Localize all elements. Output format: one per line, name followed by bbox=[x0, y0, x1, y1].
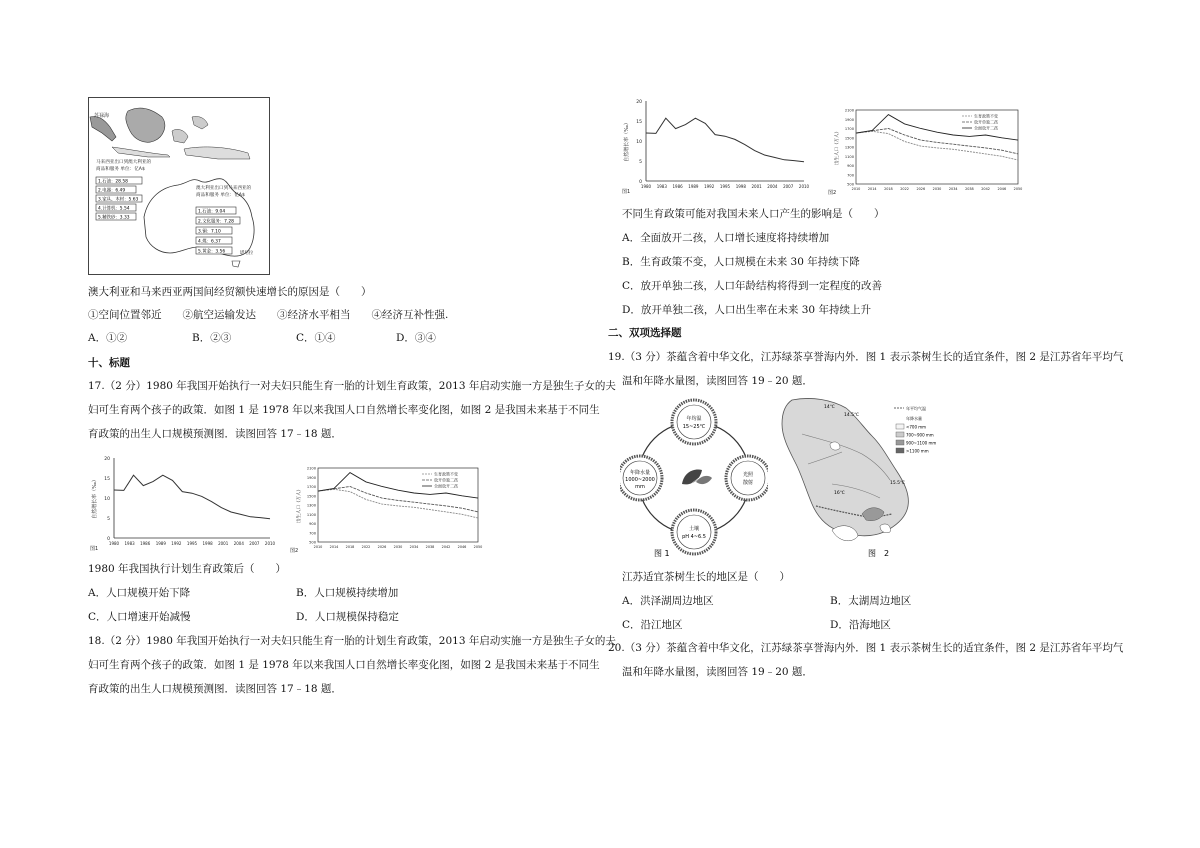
q16-option-b: B．②③ bbox=[192, 332, 232, 344]
box2-item: 1.石油：9.04 bbox=[198, 209, 226, 215]
tea-conditions-diagram bbox=[620, 398, 768, 558]
q16-statements: ①空间位置邻近 ②航空运输发达 ③经济水平相当 ④经济互补性强. bbox=[88, 309, 449, 321]
box1-items bbox=[96, 177, 142, 221]
x-tick-label: 1992 bbox=[171, 541, 182, 546]
y-tick-label: 2100 bbox=[306, 466, 316, 471]
y-tick-label: 0 bbox=[107, 537, 110, 542]
cond-top-label: 年均温 bbox=[686, 416, 702, 422]
q16-option-c: C．①④ bbox=[296, 332, 336, 344]
chart-growth-rate-left bbox=[88, 452, 278, 552]
x-tick-label: 1995 bbox=[719, 184, 731, 189]
q17-option-c: C．人口增速开始减慢 bbox=[88, 611, 191, 623]
legend-item: 年降水量 bbox=[906, 416, 922, 421]
y-tick-label: 1100 bbox=[844, 154, 854, 159]
y-tick-label: 1900 bbox=[844, 117, 854, 122]
x-tick-label: 2004 bbox=[233, 541, 244, 546]
x-tick-label: 2034 bbox=[409, 545, 419, 549]
q17-text-line2: 妇可生育两个孩子的政策．如图 1 是 1978 年以来我国人口自然增长率变化图，如图 2 是我国未来基于不同生 bbox=[88, 404, 600, 416]
x-tick-label: 2046 bbox=[997, 187, 1007, 191]
x-tick-label: 2014 bbox=[329, 545, 339, 549]
q18-option-d: D．放开单独二孩，人口出生率在未来 30 年持续上升 bbox=[622, 304, 871, 316]
y-axis-label: 自然增长率（‰） bbox=[624, 120, 630, 162]
x-tick-label: 2010 bbox=[313, 545, 323, 549]
x-tick-label: 2026 bbox=[916, 187, 926, 191]
chart-births-left bbox=[288, 462, 484, 554]
box1-item: 5.精铁砂：3.33 bbox=[98, 215, 130, 221]
chart-births-right bbox=[826, 104, 1024, 196]
fig1-label: 图 1 bbox=[654, 549, 670, 558]
legend-label: 放开单独二孩 bbox=[434, 477, 458, 483]
x-tick-label: 2022 bbox=[361, 545, 371, 549]
y-tick-label: 5 bbox=[107, 517, 110, 522]
box2-item: 4.煤：6.37 bbox=[198, 239, 221, 245]
x-tick-label: 2004 bbox=[767, 184, 778, 189]
q17-option-d: D．人口规模保持稳定 bbox=[296, 611, 399, 623]
y-tick-label: 1500 bbox=[306, 494, 316, 499]
x-tick-label: 1995 bbox=[186, 541, 198, 546]
x-tick-label: 1980 bbox=[108, 541, 120, 546]
x-tick-label: 2042 bbox=[441, 545, 451, 549]
x-tick-label: 2050 bbox=[473, 545, 483, 549]
y-tick-label: 700 bbox=[309, 531, 316, 536]
cond-right-value: 散射 bbox=[742, 480, 754, 486]
x-tick-label: 1983 bbox=[124, 541, 135, 546]
x-tick-label: 1989 bbox=[155, 541, 166, 546]
box1-item: 1.石油：28.58 bbox=[98, 179, 128, 185]
x-tick-label: 1992 bbox=[704, 184, 715, 189]
x-tick-label: 2018 bbox=[884, 187, 893, 191]
y-tick-label: 1700 bbox=[844, 127, 854, 131]
box2-item: 3.铜：7.10 bbox=[198, 229, 221, 235]
x-tick-label: 2007 bbox=[783, 184, 794, 189]
q20-text-line1: 20.（3 分）茶蕴含着中华文化，江苏绿茶享誉海内外．图 1 表示茶树生长的适宜条件，图 2 是江苏省年平均气 bbox=[608, 642, 1124, 654]
q16-option-a: A．①② bbox=[88, 332, 128, 344]
tea-leaf-icon bbox=[682, 470, 712, 486]
series-line bbox=[318, 489, 478, 518]
y-tick-label: 2100 bbox=[844, 108, 854, 113]
y-tick-label: 0 bbox=[639, 180, 642, 185]
y-tick-label: 700 bbox=[847, 173, 854, 178]
q16-stem: 澳大利亚和马来西亚两国间经贸额快速增长的原因是（ ） bbox=[88, 286, 372, 298]
cond-bottom-label: 土壤 bbox=[688, 526, 700, 532]
y-tick-label: 1300 bbox=[306, 503, 316, 508]
cond-left-value: 1000~2000 bbox=[625, 477, 655, 483]
legend-label: 全面放开二孩 bbox=[974, 125, 998, 131]
legend-item: 700~900 mm bbox=[906, 432, 934, 438]
box2-item: 5.黄金：3.56 bbox=[198, 249, 226, 255]
cond-left-label: 年降水量 bbox=[629, 470, 651, 476]
place-label: 堪培拉 bbox=[240, 251, 254, 256]
trade-map-figure bbox=[88, 97, 270, 275]
x-tick-label: 2018 bbox=[345, 545, 355, 549]
y-tick-label: 10 bbox=[636, 140, 642, 145]
map-temp-3: 15.5℃ bbox=[890, 481, 906, 486]
q19-option-c: C．沿江地区 bbox=[622, 619, 683, 631]
x-tick-label: 2034 bbox=[948, 187, 958, 191]
q17-option-b: B．人口规模持续增加 bbox=[296, 587, 399, 599]
sea-label: 苏禄海 bbox=[94, 113, 110, 119]
x-tick-label: 2010 bbox=[851, 187, 861, 191]
q17-text-line1: 17.（2 分）1980 年我国开始执行一对夫妇只能生育一胎的计划生育政策，2013 年启动实施一方是独生子女的夫 bbox=[88, 380, 616, 392]
q18-text-line3: 育政策的出生人口规模预测图．读图回答 17﹣18 题． bbox=[88, 683, 342, 695]
x-tick-label: 1998 bbox=[202, 541, 213, 546]
x-tick-label: 1998 bbox=[735, 184, 746, 189]
cond-left-unit: mm bbox=[635, 484, 645, 490]
q18-stem: 不同生育政策可能对我国未来人口产生的影响是（ ） bbox=[622, 208, 885, 220]
jiangsu-map-svg bbox=[772, 394, 940, 560]
growth-rate-series-line bbox=[114, 475, 270, 519]
q16-option-d: D．③④ bbox=[396, 332, 436, 344]
y-tick-label: 1500 bbox=[844, 136, 854, 141]
x-tick-label: 2042 bbox=[981, 187, 990, 191]
x-tick-label: 2007 bbox=[249, 541, 260, 546]
q17-stem: 1980 年我国执行计划生育政策后（ ） bbox=[88, 563, 287, 575]
legend-label: 生育政策不变 bbox=[974, 113, 998, 119]
x-tick-label: 2026 bbox=[377, 545, 387, 549]
q19-option-d: D．沿海地区 bbox=[830, 619, 891, 631]
x-tick-label: 1986 bbox=[140, 541, 151, 546]
section-heading-two: 二、双项选择题 bbox=[608, 327, 682, 339]
fig-label: 图2 bbox=[290, 548, 299, 554]
y-axis-label: 自然增长率（‰） bbox=[92, 477, 98, 519]
map-legend bbox=[894, 405, 936, 454]
y-tick-label: 1700 bbox=[306, 485, 316, 489]
x-tick-label: 2014 bbox=[867, 187, 877, 191]
x-tick-label: 1980 bbox=[640, 184, 652, 189]
births-chart-svg bbox=[288, 462, 484, 554]
x-tick-label: 2050 bbox=[1013, 187, 1023, 191]
legend-item: <700 mm bbox=[906, 424, 927, 430]
y-tick-label: 900 bbox=[847, 164, 854, 168]
box2-title-2: 商品和服务 单位：亿A$ bbox=[196, 193, 245, 198]
y-tick-label: 1100 bbox=[306, 512, 316, 517]
legend-label: 生育政策不变 bbox=[434, 471, 458, 477]
cond-bottom-value: pH 4~6.5 bbox=[682, 534, 706, 540]
fig-label: 图1 bbox=[622, 189, 631, 195]
box1-item: 3.家具、木材：5.63 bbox=[98, 197, 139, 203]
fig-label: 图2 bbox=[828, 190, 837, 196]
q19-text-line1: 19.（3 分）茶蕴含着中华文化，江苏绿茶享誉海内外．图 1 表示茶树生长的适宜条件，图 2 是江苏省年平均气 bbox=[608, 351, 1124, 363]
growth-rate-chart-svg-2 bbox=[620, 95, 812, 195]
x-tick-label: 2010 bbox=[798, 184, 810, 189]
box1-item: 4.计算机：5.54 bbox=[98, 206, 130, 212]
y-tick-label: 20 bbox=[636, 100, 642, 105]
x-tick-label: 2046 bbox=[457, 545, 467, 549]
trade-map-svg bbox=[88, 97, 270, 275]
y-tick-label: 15 bbox=[104, 477, 110, 482]
chart-growth-rate-right bbox=[620, 95, 812, 195]
x-tick-label: 2038 bbox=[965, 187, 974, 191]
x-tick-label: 2038 bbox=[425, 545, 435, 549]
map-temp-1: 14℃ bbox=[824, 405, 835, 410]
box2-item: 2.文化服务：7.28 bbox=[198, 219, 234, 225]
box1-title-2: 商品和服务 单位：亿A$ bbox=[96, 167, 145, 172]
legend-item: 900~1100 mm bbox=[906, 440, 937, 446]
x-tick-label: 2022 bbox=[900, 187, 909, 191]
q20-text-line2: 温和年降水量图，读图回答 19﹣20 题． bbox=[622, 666, 813, 678]
q19-option-a: A．洪泽湖周边地区 bbox=[622, 595, 714, 607]
legend-item: 年平均气温 bbox=[906, 406, 926, 411]
y-tick-label: 500 bbox=[309, 540, 316, 545]
x-tick-label: 1986 bbox=[672, 184, 683, 189]
x-tick-label: 2030 bbox=[932, 187, 942, 191]
legend-item: >1100 mm bbox=[906, 448, 929, 454]
box1-item: 2.电器：6.49 bbox=[98, 188, 126, 194]
q19-stem: 江苏适宜茶树生长的地区是（ ） bbox=[622, 571, 790, 583]
y-tick-label: 15 bbox=[636, 120, 642, 125]
growth-rate-chart-svg bbox=[88, 452, 278, 552]
series-line bbox=[856, 131, 1018, 160]
y-tick-label: 1300 bbox=[844, 145, 854, 150]
x-tick-label: 2001 bbox=[218, 541, 229, 546]
map-temp-4: 16℃ bbox=[834, 491, 845, 496]
q18-text-line2: 妇可生育两个孩子的政策．如图 1 是 1978 年以来我国人口自然增长率变化图，如图 2 是我国未来基于不同生 bbox=[88, 659, 600, 671]
q19-option-b: B．太湖周边地区 bbox=[830, 595, 912, 607]
q18-text-line1: 18.（2 分）1980 年我国开始执行一对夫妇只能生育一胎的计划生育政策，2013 年启动实施一方是独生子女的夫 bbox=[88, 635, 616, 647]
q18-option-b: B．生育政策不变，人口规模在未来 30 年持续下降 bbox=[622, 256, 860, 268]
tea-conditions-svg bbox=[620, 398, 768, 558]
y-tick-label: 900 bbox=[309, 522, 316, 526]
y-tick-label: 10 bbox=[104, 497, 110, 502]
x-tick-label: 1983 bbox=[656, 184, 667, 189]
legend-label: 全面放开二孩 bbox=[434, 483, 458, 489]
section-heading-ten: 十、标题 bbox=[88, 357, 130, 369]
x-tick-label: 2001 bbox=[751, 184, 762, 189]
cond-top-value: 15~25℃ bbox=[682, 424, 706, 430]
jiangsu-climate-map bbox=[772, 394, 940, 560]
births-chart-svg-2 bbox=[826, 104, 1024, 196]
y-tick-label: 500 bbox=[847, 182, 854, 187]
x-tick-label: 2010 bbox=[264, 541, 276, 546]
y-tick-label: 20 bbox=[104, 457, 110, 462]
fig2-label: 图 2 bbox=[868, 549, 890, 558]
x-tick-label: 1989 bbox=[688, 184, 699, 189]
q19-text-line2: 温和年降水量图，读图回答 19﹣20 题． bbox=[622, 375, 813, 387]
box1-title-1: 马来西亚出口到澳大利亚的 bbox=[96, 160, 152, 165]
q18-option-c: C．放开单独二孩，人口年龄结构将得到一定程度的改善 bbox=[622, 280, 883, 292]
q17-text-line3: 育政策的出生人口规模预测图．读图回答 17﹣18 题． bbox=[88, 428, 342, 440]
q17-option-a: A．人口规模开始下降 bbox=[88, 587, 191, 599]
y-axis-label: 出生人口（万人） bbox=[297, 487, 302, 523]
fig-label: 图1 bbox=[90, 546, 99, 552]
y-tick-label: 5 bbox=[639, 160, 642, 165]
q18-option-a: A．全面放开二孩，人口增长速度将持续增加 bbox=[622, 232, 830, 244]
map-temp-2: 14.5℃ bbox=[844, 413, 860, 418]
box2-title-1: 澳大利亚出口到马来西亚的 bbox=[196, 186, 252, 191]
legend-label: 放开单独二孩 bbox=[974, 119, 998, 125]
y-tick-label: 1900 bbox=[306, 475, 316, 480]
x-tick-label: 2030 bbox=[393, 545, 403, 549]
y-axis-label: 出生人口（万人） bbox=[835, 129, 840, 165]
cond-right-label: 光照 bbox=[742, 472, 754, 478]
growth-rate-series-line bbox=[646, 118, 804, 162]
